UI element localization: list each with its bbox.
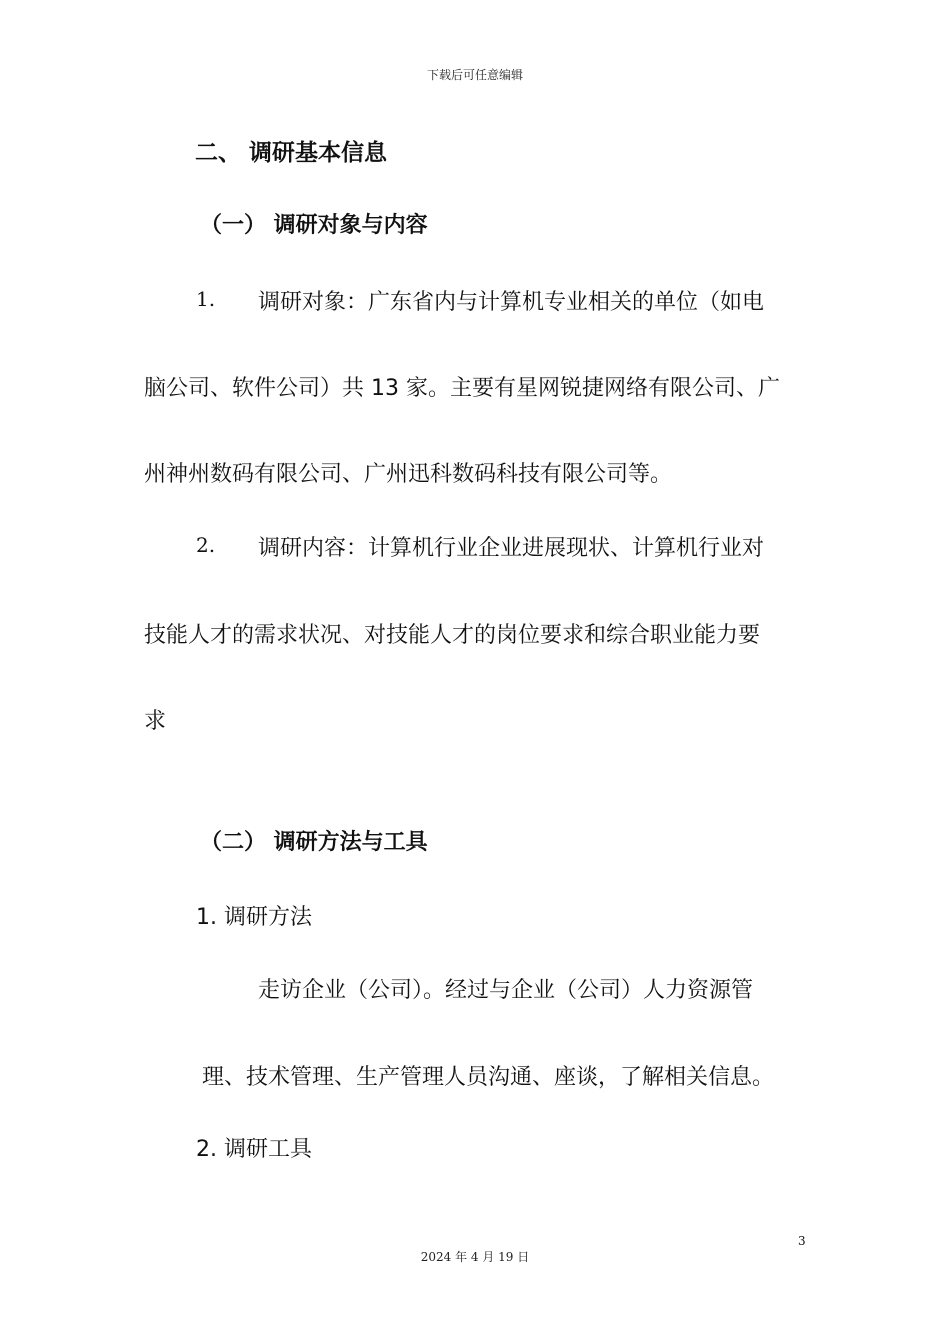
item-2-number: 2. xyxy=(196,533,216,557)
item-1-line-2: 脑公司、软件公司）共 13 家。主要有星网锐捷网络有限公司、广 xyxy=(144,376,780,401)
item-2-line-2: 技能人才的需求状况、对技能人才的岗位要求和综合职业能力要 xyxy=(144,623,761,648)
footer-date: 2024 年 4 月 19 日 xyxy=(420,1250,530,1264)
method-paragraph-line-1: 走访企业（公司）。经过与企业（公司）人力资源管 xyxy=(258,978,754,1003)
page-number: 3 xyxy=(798,1234,806,1248)
subsection-heading-1: （一） 调研对象与内容 xyxy=(200,213,428,238)
item-2-line-1: 调研内容：计算机行业企业进展现状、计算机行业对 xyxy=(258,536,765,561)
header-note: 下载后可任意编辑 xyxy=(426,68,523,82)
tools-title: 2. 调研工具 xyxy=(196,1137,312,1162)
item-2-line-3: 求 xyxy=(144,709,167,734)
section-heading: 二、 调研基本信息 xyxy=(195,140,388,166)
method-title: 1. 调研方法 xyxy=(196,905,312,930)
subsection-heading-2: （二） 调研方法与工具 xyxy=(200,830,428,855)
item-1-line-1: 调研对象：广东省内与计算机专业相关的单位（如电 xyxy=(258,290,765,315)
method-paragraph-line-2: 理、技术管理、生产管理人员沟通、座谈，了解相关信息。 xyxy=(202,1065,775,1090)
item-1-number: 1. xyxy=(196,287,216,311)
item-1-line-3: 州神州数码有限公司、广州迅科数码科技有限公司等。 xyxy=(144,462,673,487)
